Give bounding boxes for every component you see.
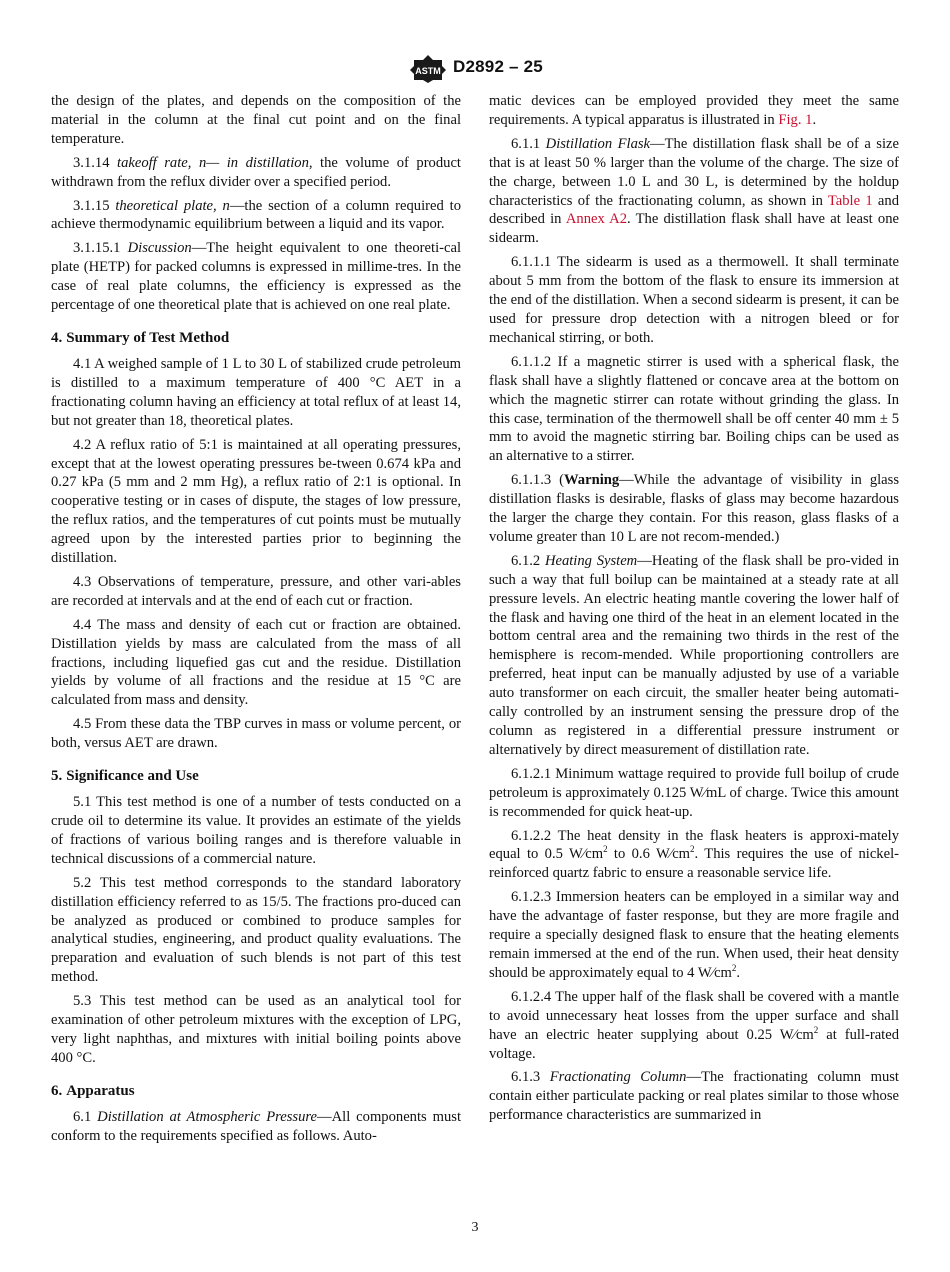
paragraph-5-3: 5.3 This test method can be used as an analytical tool for examination of other petroleum mixtures with the exception of LPG, very light naphthas, and mixtures with initial boiling points above 400 °C. [51, 993, 461, 1066]
section-heading-6: 6. Apparatus [51, 1082, 135, 1099]
paragraph-6-1-2: 6.1.2 Heating System—Heating of the flask shall be pro-vided in such a way that full boilup can be maintained at a steady rate at all pressure levels. An electric heating mantle covering the lower half of the flask and having one third of the heat in an element located in the bottom central area and the remaining two thirds in the rest of the hemisphere is recom-mended. While proportioning controllers are preferred, heat input can be manually adjusted by use of a variable auto transformer on each circuit, the smaller heater being automati-cally controlled by an instrument sensing the pressure drop of the column as registered in a differential pressure instrument or alternatively by direct measurement of distillation rate. [489, 552, 899, 758]
paragraph-6-1: 6.1 Distillation at Atmospheric Pressure—All components must conform to the requirements specified as follows. Auto- [51, 1108, 461, 1144]
left-column [51, 92, 461, 1151]
fig-1-link[interactable]: Fig. 1 [778, 111, 813, 128]
paragraph-6-1-1: 6.1.1 Distillation Flask—The distillation flask shall be of a size that is at least 50 % larger than the volume of the charge. The size of the charge, between 1.0 L and 30 L, is determined by the holdup characteristics of the fractionating column, as shown in Table 1 and described in Annex A2. The distillation flask shall have at least one sidearm. [489, 135, 899, 247]
right-column [489, 92, 899, 1130]
annex-a2-link[interactable]: Annex A2 [565, 211, 628, 228]
astm-logo-icon [409, 54, 447, 84]
paragraph-4-2: 4.2 A reflux ratio of 5:1 is maintained at all operating pressures, except that at the lowest operating pressures be-tween 0.674 kPa and 0.27 kPa (5 mm and 2 mm Hg), a reflux ratio of 2:1 is optional. In cooperative testing or in cases of dispute, the stages of low pressure, the reflux ratios, and the temperatures of cut points must be mutually agreed upon by the interested parties prior to beginning the distillation. [51, 436, 461, 567]
section-heading-5: 5. Significance and Use [51, 768, 199, 785]
paragraph-3-1-15: 3.1.15 theoretical plate, n—the section of a column required to achieve thermodynamic equilibrium between a liquid and its vapor. [51, 197, 461, 233]
document-id: D2892 – 25 [453, 57, 543, 76]
paragraph-4-5: 4.5 From these data the TBP curves in mass or volume percent, or both, versus AET are drawn. [51, 716, 461, 752]
paragraph-5-2: 5.2 This test method corresponds to the standard laboratory distillation efficiency referred to as 15/5. The fractions pro-duced can be analyzed as produced or combined to produce samples for analytical studies, engineering, and product quality evaluations. The preparation and evaluation of such blends is not part of this test method. [51, 874, 461, 986]
term-theoretical-plate: theoretical plate, n [115, 197, 230, 214]
paragraph-6-1-2-1: 6.1.2.1 Minimum wattage required to provide full boilup of crude petroleum is approximately 0.125 W⁄mL of charge. Twice this amount is recommended for quick heat-up. [489, 765, 899, 820]
term-fractionating-column: Fractionating Column [549, 1069, 687, 1086]
paragraph-4-4: 4.4 The mass and density of each cut or fraction are obtained. Distillation yields by mass are calculated from the mass of all fractions, including liquefied gas cut and the residue. Distillation yields by volume of all fractions and the residue at 15 °C are calculated from mass and density. [51, 616, 461, 709]
paragraph-6-1-2-2: 6.1.2.2 The heat density in the flask heaters is approxi-mately equal to 0.5 $W⁄cm^2$ to 0.6 $W⁄cm^2$. This requires the use of nickel-reinforced quartz fabric to ensure a reasonable service life. [489, 827, 899, 882]
svg-text:ASTM: ASTM [415, 66, 441, 76]
table-1-link[interactable]: Table 1 [827, 192, 873, 209]
warning-label: Warning [564, 472, 620, 489]
paragraph-4-1: 4.1 A weighed sample of 1 L to 30 L of stabilized crude petroleum is distilled to a maximum temperature of 400 °C AET in a fractionating column having an efficiency at total reflux of at least 14, but not greater than 18, theoretical plates. [51, 355, 461, 429]
term-discussion: Discussion [127, 240, 192, 257]
term-takeoff-rate: takeoff rate, n— in distillation [117, 154, 309, 171]
paragraph-4-3: 4.3 Observations of temperature, pressure, and other vari-ables are recorded at intervals and at the end of each cut or fraction. [51, 573, 461, 609]
paragraph-6-1-2-3: 6.1.2.3 Immersion heaters can be employed in a similar way and have the advantage of faster response, but they are more fragile and require a specially designed flask to ensure that the heating elements remain immersed at the end of the run. When used, their heat density should be approximately equal to 4 $W⁄cm^2$. [489, 889, 899, 981]
paragraph-continued-right: matic devices can be employed provided they meet the same requirements. A typical apparatus is illustrated in Fig. 1. [489, 93, 899, 128]
paragraph-5-1: 5.1 This test method is one of a number of tests conducted on a crude oil to determine its value. It provides an estimate of the yields of fractions of various boiling ranges and is therefore valuable in technical discussions of a commercial nature. [51, 794, 461, 867]
term-distillation-atmospheric: Distillation at Atmospheric Pressure [97, 1108, 318, 1125]
paragraph-continued: the design of the plates, and depends on the composition of the material in the column at the final cut point and on the final temperature. [51, 93, 461, 147]
paragraph-6-1-1-1: 6.1.1.1 The sidearm is used as a thermowell. It shall terminate about 5 mm from the bottom of the flask to ensure its immersion at the end of the distillation. When a second sidearm is present, it can be used for pressure drop detection with a nitrogen bleed or for mechanical stirring, or both. [489, 254, 899, 346]
paragraph-6-1-3: 6.1.3 Fractionating Column—The fractionating column must contain either particulate packing or real plates similar to those whose performance characteristics are summarized in [489, 1069, 899, 1124]
page-number: 3 [471, 1220, 479, 1235]
paragraph-6-1-1-2: 6.1.1.2 If a magnetic stirrer is used with a spherical flask, the flask shall have a slightly flattened or concave area at the bottom on which the magnetic stirrer can rotate without grinding the glass. In this case, termination of the thermowell shall be off center 40 mm ± 5 mm to avoid the magnetic stirring bar. Boiling chips can be used as an alternative to a stirrer. [489, 353, 899, 465]
paragraph-6-1-1-3: 6.1.1.3 (Warning—While the advantage of visibility in glass distillation flasks is desirable, flasks of glass may become hazardous the larger the charge they contain. For this reason, glass flasks of a volume greater than 10 L are not recom-mended.) [489, 472, 900, 545]
term-distillation-flask: Distillation Flask [545, 135, 651, 152]
paragraph-6-1-2-4: 6.1.2.4 The upper half of the flask shall be covered with a mantle to avoid unnecessary heat losses from the upper surface and shall have an electric heater supplying about 0.25 $W⁄cm^2$ at full-rated voltage. [489, 988, 900, 1062]
term-heating-system: Heating System [544, 552, 638, 569]
paragraph-3-1-14: 3.1.14 takeoff rate, n— in distillation, the volume of product withdrawn from the reflux divider over a specified period. [51, 154, 461, 190]
page-header [0, 54, 950, 84]
paragraph-3-1-15-1: 3.1.15.1 Discussion—The height equivalent to one theoreti-cal plate (HETP) for packed columns is expressed in millime-tres. In the case of real plate columns, the efficiency is expressed as the percentage of one theoretical plate that is achieved on one real plate. [51, 240, 461, 314]
section-heading-4: 4. Summary of Test Method [51, 329, 230, 346]
